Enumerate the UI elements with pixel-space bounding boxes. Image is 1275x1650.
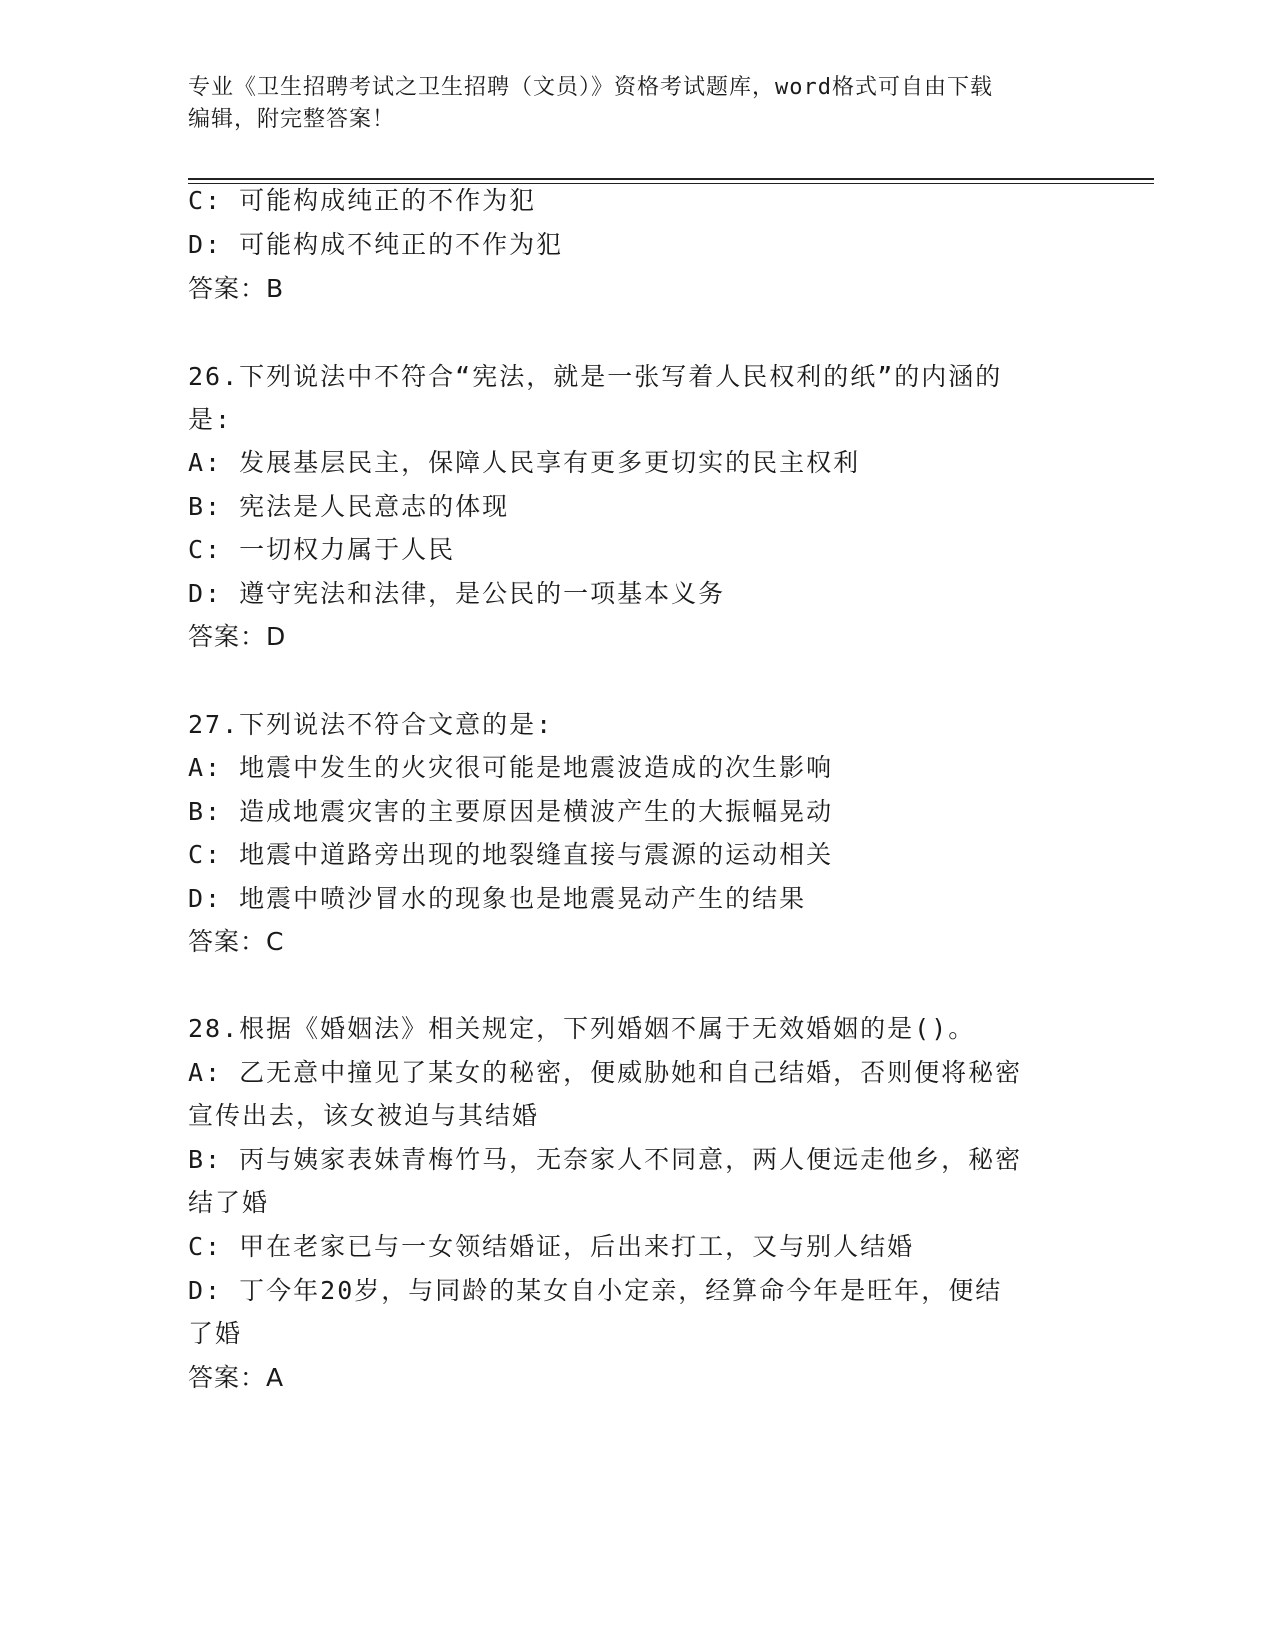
question-28-option-b-cont: 结了婚	[188, 1188, 270, 1217]
question-26-option-c: C: 一切权力属于人民	[188, 535, 456, 564]
question-27-option-b: B: 造成地震灾害的主要原因是横波产生的大振幅晃动	[188, 797, 834, 826]
question-27-option-a: A: 地震中发生的火灾很可能是地震波造成的次生影响	[188, 753, 834, 782]
question-28-stem: 28.根据《婚姻法》相关规定，下列婚姻不属于无效婚姻的是()。	[188, 1014, 976, 1043]
question-26-stem: 26.下列说法中不符合“宪法，就是一张写着人民权利的纸”的内涵的	[188, 362, 1003, 391]
header-rule-thin	[188, 183, 1154, 184]
option-d: D: 可能构成不纯正的不作为犯	[188, 230, 564, 259]
question-27-option-d: D: 地震中喷沙冒水的现象也是地震晃动产生的结果	[188, 884, 807, 913]
header-rule-thick	[188, 178, 1154, 180]
question-28-option-b: B: 丙与姨家表妹青梅竹马，无奈家人不同意，两人便远走他乡，秘密	[188, 1145, 1023, 1174]
document-header	[188, 72, 1088, 136]
question-26-stem-cont: 是:	[188, 405, 233, 434]
question-26-answer: 答案：D	[188, 622, 287, 651]
question-28-option-a: A: 乙无意中撞见了某女的秘密，便威胁她和自己结婚，否则便将秘密	[188, 1058, 1023, 1087]
question-28-answer: 答案：A	[188, 1363, 285, 1392]
header-line-2: 编辑，附完整答案！	[188, 107, 396, 132]
answer: 答案：B	[188, 274, 285, 303]
question-28-option-a-cont: 宣传出去，该女被迫与其结婚	[188, 1101, 540, 1130]
question-26-option-a: A: 发展基层民主，保障人民享有更多更切实的民主权利	[188, 448, 861, 477]
question-28-option-d: D: 丁今年20岁，与同龄的某女自小定亲，经算命今年是旺年，便结	[188, 1276, 1003, 1305]
header-line-1: 专业《卫生招聘考试之卫生招聘（文员）》资格考试题库，word格式可自由下载	[188, 75, 993, 100]
question-28-option-d-cont: 了婚	[188, 1319, 243, 1348]
option-c: C: 可能构成纯正的不作为犯	[188, 186, 537, 215]
question-28-option-c: C: 甲在老家已与一女领结婚证，后出来打工，又与别人结婚	[188, 1232, 915, 1261]
question-26-option-b: B: 宪法是人民意志的体现	[188, 492, 510, 521]
question-27-option-c: C: 地震中道路旁出现的地裂缝直接与震源的运动相关	[188, 840, 834, 869]
question-27-answer: 答案：C	[188, 927, 285, 956]
question-26-option-d: D: 遵守宪法和法律，是公民的一项基本义务	[188, 579, 726, 608]
question-27-stem: 27.下列说法不符合文意的是:	[188, 710, 554, 739]
